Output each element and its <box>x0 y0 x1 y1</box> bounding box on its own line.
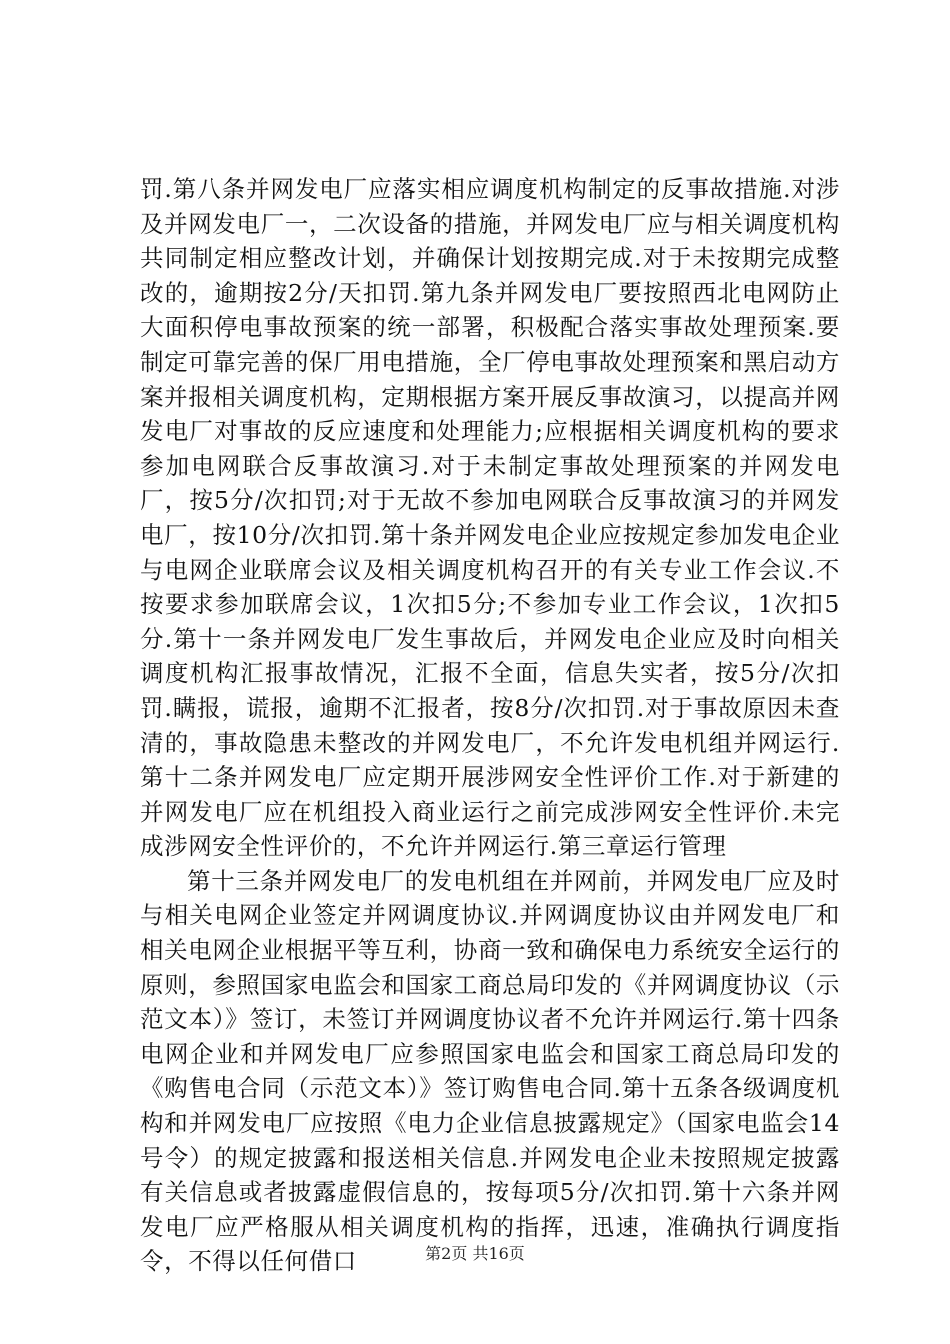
document-body <box>140 172 840 1279</box>
paragraph-1: 罚.第八条并网发电厂应落实相应调度机构制定的反事故措施.对涉及并网发电厂一，二次设备的措施，并网发电厂应与相关调度机构共同制定相应整改计划，并确保计划按期完成.对于未按期完成整改的，逾期按2分/天扣罚.第九条并网发电厂要按照西北电网防止大面积停电事故预案的统一部署，积极配合落实事故处理预案.要制定可靠完善的保厂用电措施，全厂停电事故处理预案和黑启动方案并报相关调度机构，定期根据方案开展反事故演习，以提高并网发电厂对事故的反应速度和处理能力;应根据相关调度机构的要求参加电网联合反事故演习.对于未制定事故处理预案的并网发电厂，按5分/次扣罚;对于无故不参加电网联合反事故演习的并网发电厂，按10分/次扣罚.第十条并网发电企业应按规定参加发电企业与电网企业联席会议及相关调度机构召开的有关专业工作会议.不按要求参加联席会议，1次扣5分;不参加专业工作会议，1次扣5分.第十一条并网发电厂发生事故后，并网发电企业应及时向相关调度机构汇报事故情况，汇报不全面，信息失实者，按5分/次扣罚.瞒报，谎报，逾期不汇报者，按8分/次扣罚.对于事故原因未查清的，事故隐患未整改的并网发电厂，不允许发电机组并网运行.第十二条并网发电厂应定期开展涉网安全性评价工作.对于新建的并网发电厂应在机组投入商业运行之前完成涉网安全性评价.未完成涉网安全性评价的，不允许并网运行.第三章运行管理 <box>140 175 840 861</box>
page-number-footer: 第2页 共16页 <box>425 1244 525 1263</box>
paragraph-2: 第十三条并网发电厂的发电机组在并网前，并网发电厂应及时与相关电网企业签定并网调度协议.并网调度协议由并网发电厂和相关电网企业根据平等互利，协商一致和确保电力系统安全运行的原则，参照国家电监会和国家工商总局印发的《并网调度协议（示范文本）》签订，未签订并网调度协议者不允许并网运行.第十四条电网企业和并网发电厂应参照国家电监会和国家工商总局印发的《购售电合同（示范文本）》签订购售电合同.第十五条各级调度机构和并网发电厂应按照《电力企业信息披露规定》（国家电监会14号令）的规定披露和报送相关信息.并网发电企业未按照规定披露有关信息或者披露虚假信息的，按每项5分/次扣罚.第十六条并网发电厂应严格服从相关调度机构的指挥，迅速，准确执行调度指令，不得以任何借口 <box>140 866 840 1276</box>
